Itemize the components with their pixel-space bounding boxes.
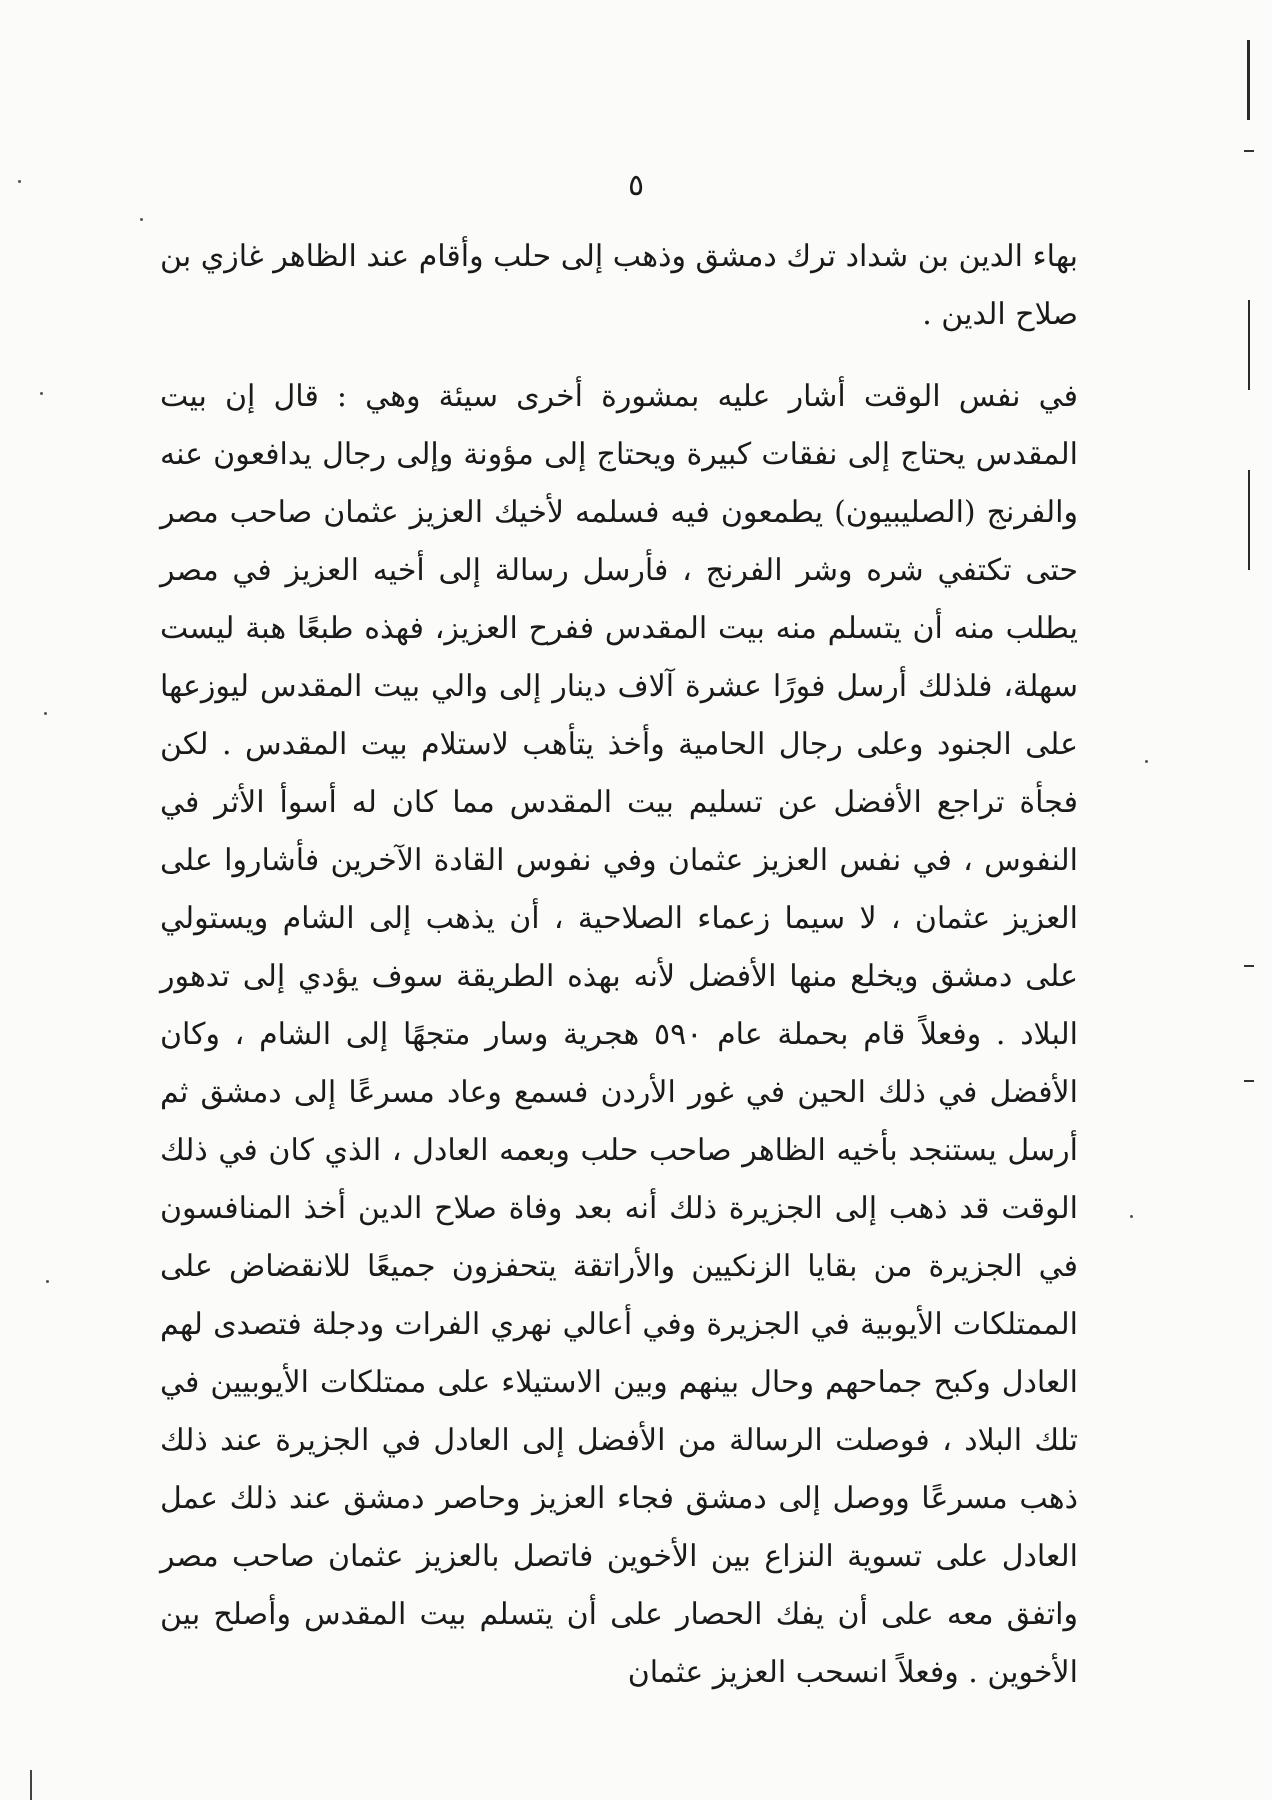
page-number: ٥ bbox=[627, 168, 645, 203]
scan-speck bbox=[46, 1280, 49, 1283]
scan-edge-mark bbox=[1248, 470, 1250, 570]
paragraph: في نفس الوقت أشار عليه بمشورة أخرى سيئة وهي : قال إن بيت المقدس يحتاج إلى نفقات كبيرة ويحتاج إلى مؤونة وإلى رجال يدافعون عنه والفرنج (الصليبيون) يطمعون فيه فسلمه لأخيك العزيز عثمان صاحب مصر حتى تكتفي شره وشر الفرنج ، فأرسل رسالة إلى أخيه العزيز في مصر يطلب منه أن يتسلم منه بيت المقدس ففرح العزيز، فهذه طبعًا هبة ليست سهلة، فلذلك أرسل فورًا عشرة آلاف دينار إلى والي بيت المقدس ليوزعها على الجنود وعلى رجال الحامية وأخذ يتأهب لاستلام بيت المقدس . لكن فجأة تراجع الأفضل عن تسليم بيت المقدس مما كان له أسوأ الأثر في النفوس ، في نفس العزيز عثمان وفي نفوس القادة الآخرين فأشاروا على العزيز عثمان ، لا سيما زعماء الصلاحية ، أن يذهب إلى الشام ويستولي على دمشق ويخلع منها الأفضل لأنه بهذه الطريقة سوف يؤدي إلى تدهور البلاد . وفعلاً قام بحملة عام ٥٩٠ هجرية وسار متجهًا إلى الشام ، وكان الأفضل في ذلك الحين في غور الأردن فسمع وعاد مسرعًا إلى دمشق ثم أرسل يستنجد بأخيه الظاهر صاحب حلب وبعمه العادل ، الذي كان في ذلك الوقت قد ذهب إلى الجزيرة ذلك أنه بعد وفاة صلاح الدين أخذ المنافسون في الجزيرة من بقايا الزنكيين والأراتقة يتحفزون جميعًا للانقضاض على الممتلكات الأيوبية في الجزيرة وفي أعالي نهري الفرات ودجلة فتصدى لهم العادل وكبح جماحهم وحال بينهم وبين الاستيلاء على ممتلكات الأيوبيين في تلك البلاد ، فوصلت الرسالة من الأفضل إلى العادل في الجزيرة عند ذلك ذهب مسرعًا ووصل إلى دمشق فجاء العزيز وحاصر دمشق عند ذلك عمل العادل على تسوية النزاع بين الأخوين فاتصل بالعزيز عثمان صاحب مصر واتفق معه على أن يفك الحصار على أن يتسلم بيت المقدس وأصلح بين الأخوين . وفعلاً انسحب العزيز عثمان bbox=[160, 379, 1078, 1690]
scan-speck bbox=[1145, 760, 1148, 763]
scan-speck bbox=[1130, 1215, 1133, 1218]
scan-speck bbox=[140, 218, 143, 221]
scan-edge-mark bbox=[1244, 965, 1254, 967]
scan-edge-mark bbox=[1244, 150, 1254, 152]
scan-speck bbox=[44, 712, 47, 715]
body-text bbox=[160, 228, 1078, 1702]
paragraph: بهاء الدين بن شداد ترك دمشق وذهب إلى حلب وأقام عند الظاهر غازي بن صلاح الدين . bbox=[160, 239, 1078, 332]
scan-edge-mark bbox=[30, 1770, 32, 1800]
scan-edge-mark bbox=[1247, 40, 1250, 120]
scan-edge-mark bbox=[1248, 300, 1250, 390]
scan-edge-mark bbox=[1244, 1080, 1254, 1082]
scan-speck bbox=[40, 392, 43, 395]
